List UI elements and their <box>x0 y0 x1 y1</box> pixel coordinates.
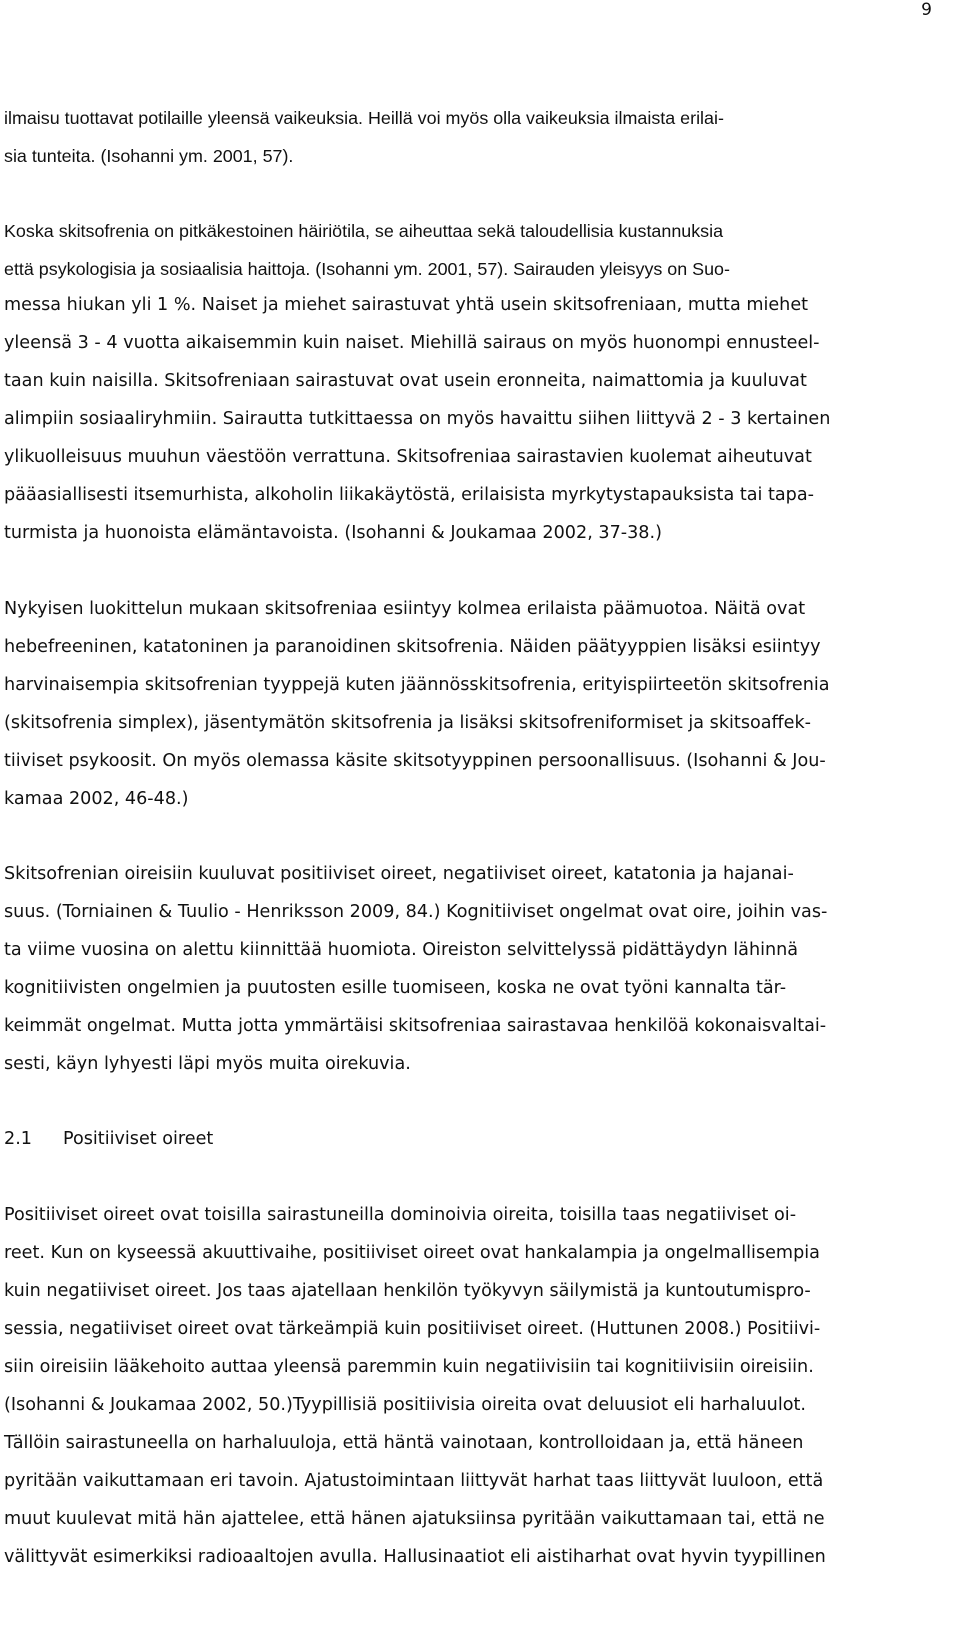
text-line: ylikuolleisuus muuhun väestöön verrattuna. Skitsofreniaa sairastavien kuolemat aiheutuvat <box>4 447 812 467</box>
text-line: messa hiukan yli 1 %. Naiset ja miehet sairastuvat yhtä usein skitsofreniaan, mutta miehet <box>4 295 809 315</box>
page-number: 9 <box>921 0 932 20</box>
section-heading <box>4 1127 213 1151</box>
text-line: taan kuin naisilla. Skitsofreniaan sairastuvat ovat usein eronneita, naimattomia ja kuuluvat <box>4 371 807 391</box>
text-line: Nykyisen luokittelun mukaan skitsofreniaa esiintyy kolmea erilaista päämuotoa. Näitä ovat <box>4 599 806 619</box>
text-line: siin oireisiin lääkehoito auttaa yleensä paremmin kuin negatiivisiin tai kognitiivisiin oireisiin. <box>4 1357 814 1377</box>
text-line: ta viime vuosina on alettu kiinnittää huomiota. Oireiston selvittelyssä pidättäydyn lähinnä <box>4 940 799 960</box>
text-line: (Isohanni & Joukamaa 2002, 50.)Tyypillisiä positiivisia oireita ovat deluusiot eli harhaluulot. <box>4 1395 806 1415</box>
text-line: kamaa 2002, 46-48.) <box>4 789 189 809</box>
text-line: sia tunteita. (Isohanni ym. 2001, 57). <box>4 146 294 166</box>
text-line: sessia, negatiiviset oireet ovat tärkeämpiä kuin positiiviset oireet. (Huttunen 2008.) Positiivi- <box>4 1319 821 1339</box>
text-line: suus. (Torniainen & Tuulio - Henriksson 2009, 84.) Kognitiiviset ongelmat ovat oire, joihin vas- <box>4 902 828 922</box>
text-line: reet. Kun on kyseessä akuuttivaihe, positiiviset oireet ovat hankalampia ja ongelmallisempia <box>4 1243 820 1263</box>
text-line: (skitsofrenia simplex), jäsentymätön skitsofrenia ja lisäksi skitsofreniformiset ja skitsoaffek- <box>4 713 812 733</box>
text-line: alimpiin sosiaaliryhmiin. Sairautta tutkittaessa on myös havaittu siihen liittyvä 2 - 3 kertainen <box>4 409 831 429</box>
text-line: sesti, käyn lyhyesti läpi myös muita oirekuvia. <box>4 1054 411 1074</box>
text-line: harvinaisempia skitsofrenian tyyppejä kuten jäännösskitsofrenia, erityispiirteetön skitsofrenia <box>4 675 830 695</box>
text-line: kuin negatiiviset oireet. Jos taas ajatellaan henkilön työkyvyn säilymistä ja kuntoutumispro- <box>4 1281 811 1301</box>
text-line: ilmaisu tuottavat potilaille yleensä vaikeuksia. Heillä voi myös olla vaikeuksia ilmaista erilai- <box>4 108 724 128</box>
text-line: pääasiallisesti itsemurhista, alkoholin liikakäytöstä, erilaisista myrkytystapauksista tai tapa- <box>4 485 814 505</box>
text-line: Koska skitsofrenia on pitkäkestoinen häiriötila, se aiheuttaa sekä taloudellisia kustannuksia <box>4 221 724 241</box>
section-title: Positiiviset oireet <box>63 1129 214 1149</box>
text-line: kognitiivisten ongelmien ja puutosten esille tuomiseen, koska ne ovat työni kannalta tär- <box>4 978 787 998</box>
text-line: pyritään vaikuttamaan eri tavoin. Ajatustoimintaan liittyvät harhat taas liittyvät luuloon, että <box>4 1471 824 1491</box>
section-number: 2.1 <box>4 1129 32 1149</box>
text-line: että psykologisia ja sosiaalisia haittoja. (Isohanni ym. 2001, 57). Sairauden yleisyys on Suo- <box>4 259 730 279</box>
text-line: Skitsofrenian oireisiin kuuluvat positiiviset oireet, negatiiviset oireet, katatonia ja hajanai- <box>4 864 794 884</box>
text-line: Positiiviset oireet ovat toisilla sairastuneilla dominoivia oireita, toisilla taas negatiiviset oi- <box>4 1205 797 1225</box>
text-line: keimmät ongelmat. Mutta jotta ymmärtäisi skitsofreniaa sairastavaa henkilöä kokonaisvaltai- <box>4 1016 827 1036</box>
text-line: tiiviset psykoosit. On myös olemassa käsite skitsotyyppinen persoonallisuus. (Isohanni & Jou- <box>4 751 826 771</box>
text-line: Tällöin sairastuneella on harhaluuloja, että häntä vainotaan, kontrolloidaan ja, että häneen <box>4 1433 804 1453</box>
text-line: hebefreeninen, katatoninen ja paranoidinen skitsofrenia. Näiden päätyyppien lisäksi esiintyy <box>4 637 821 657</box>
text-line: muut kuulevat mitä hän ajattelee, että hänen ajatuksiinsa pyritään vaikuttamaan tai, että ne <box>4 1509 825 1529</box>
text-line: yleensä 3 - 4 vuotta aikaisemmin kuin naiset. Miehillä sairaus on myös huonompi ennusteel- <box>4 333 820 353</box>
text-line: välittyvät esimerkiksi radioaaltojen avulla. Hallusinaatiot eli aistiharhat ovat hyvin tyypillinen <box>4 1547 826 1567</box>
text-line: turmista ja huonoista elämäntavoista. (Isohanni & Joukamaa 2002, 37-38.) <box>4 523 662 543</box>
